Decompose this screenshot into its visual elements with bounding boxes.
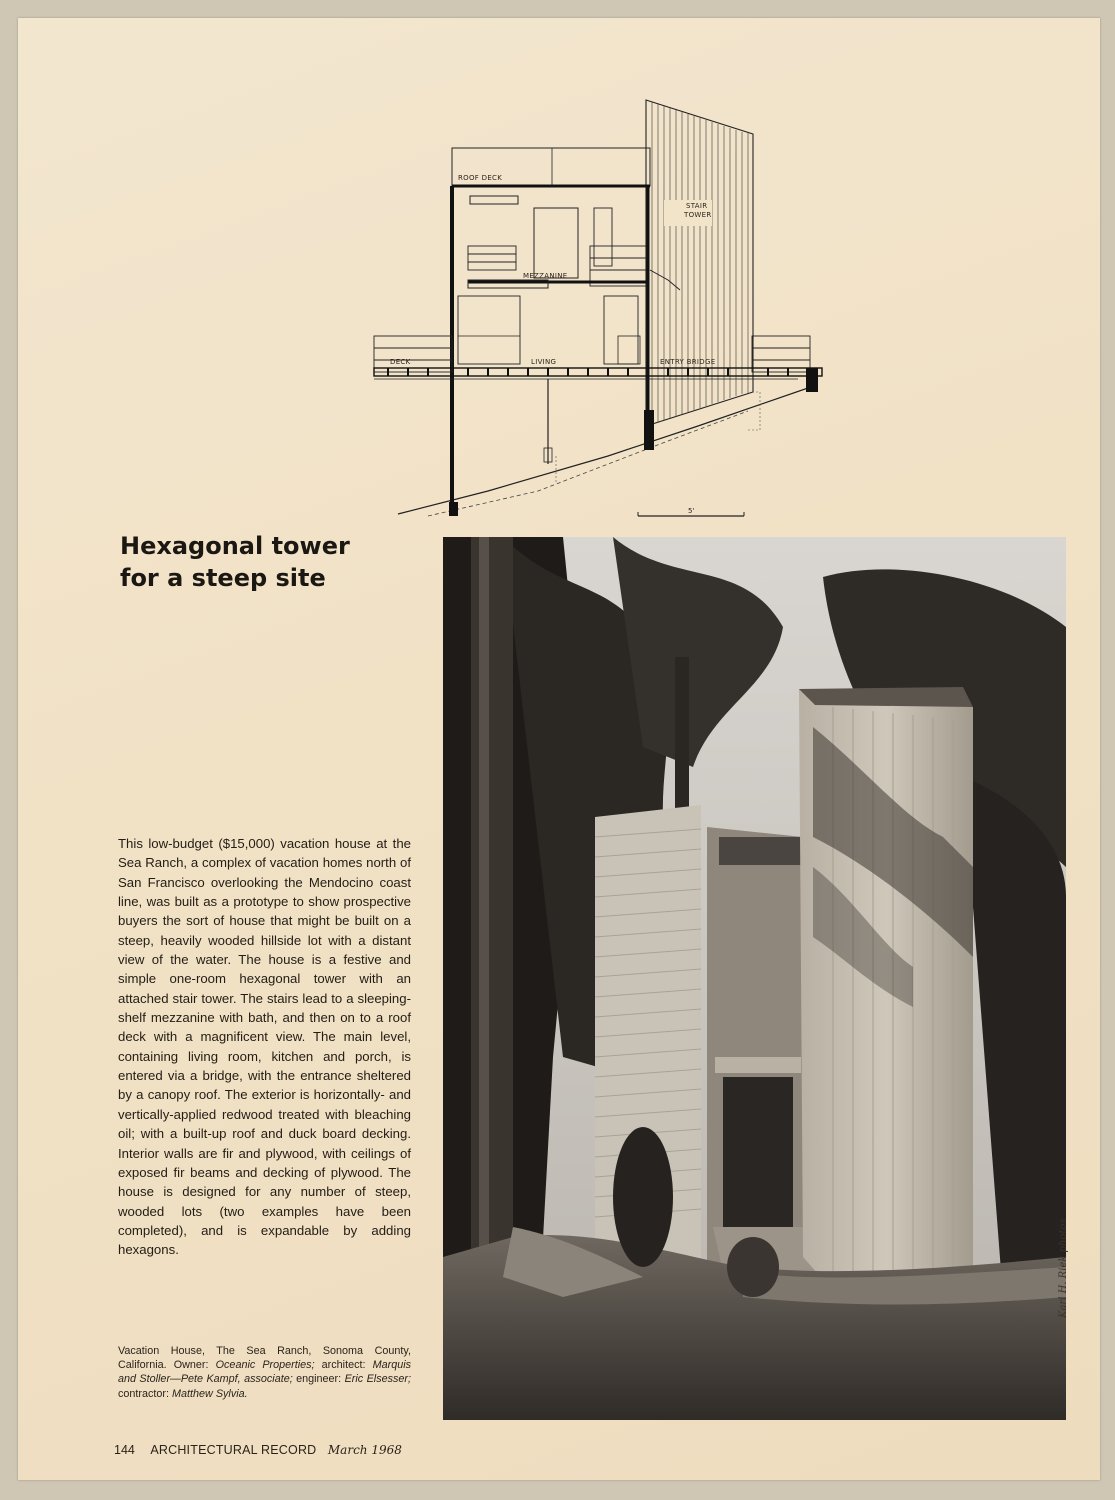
title-line-2: for a steep site: [120, 564, 326, 592]
caption-owner: Oceanic Properties;: [215, 1359, 315, 1372]
caption-engineer: Eric Elsesser;: [344, 1373, 411, 1386]
section-drawing: [368, 96, 828, 526]
project-credits: [118, 1344, 411, 1401]
publication-name: ARCHITECTURAL RECORD: [150, 1443, 317, 1457]
deck-rails: [374, 336, 810, 372]
caption-contractor-label: contractor:: [118, 1387, 170, 1400]
photo-credit: Karl H. Riek photos: [1058, 1218, 1069, 1318]
ground-line: [398, 388, 808, 514]
page-footer: [114, 1443, 402, 1457]
house-photo: [443, 537, 1066, 1420]
magazine-page: [18, 18, 1100, 1480]
label-entry-bridge: ENTRY BRIDGE: [660, 358, 716, 366]
section-drawing-svg: [368, 96, 828, 526]
caption-engineer-label: engineer:: [296, 1373, 342, 1386]
mezz-door: [534, 208, 578, 278]
label-tower: TOWER: [684, 211, 712, 219]
house-photo-art: [443, 537, 1066, 1420]
caption-architect-label: architect:: [321, 1359, 366, 1372]
label-roof-deck: ROOF DECK: [458, 174, 503, 182]
scale-label: 5': [688, 507, 695, 515]
label-deck: DECK: [390, 358, 411, 366]
stair-tower-outline: [646, 100, 753, 426]
article-title: [120, 530, 420, 594]
title-line-1: Hexagonal tower: [120, 532, 350, 560]
issue-date: March 1968: [327, 1443, 402, 1457]
caption-owner-label: Owner:: [173, 1359, 209, 1372]
caption-architect: Marquis and Stoller—Pete Kampf, associate;: [118, 1359, 411, 1386]
label-stair: STAIR: [686, 202, 708, 210]
label-living: LIVING: [531, 358, 557, 366]
article-body: This low-budget ($15,000) vacation house at the Sea Ranch, a complex of vacation homes north of San Francisco overlooking the Mendocino coast line, was built as a prototype to show prospective buyers the sort of house that might be built on a steep, heavily wooded hillside lot with a distant view of the water. The house is a festive and simple one-room hexagonal tower with an attached stair tower. The stairs lead to a sleeping-shelf mezzanine with bath, and then on to a roof deck with a magnificent view. The main level, containing living room, kitchen and porch, is entered via a bridge, with the entrance sheltered by a canopy roof. The exterior is horizontally- and vertically-applied redwood treated with bleaching oil; with a built-up roof and duck board decking. Interior walls are fir and plywood, with ceilings of exposed fir beams and decking of plywood. The house is designed for any number of steep, wooded lots (two examples have been completed), and is expandable by adding hexagons.: [118, 836, 411, 1258]
caption-contractor: Matthew Sylvia.: [172, 1387, 248, 1400]
page-number: 144: [114, 1443, 135, 1457]
label-mezzanine: MEZZANINE: [523, 272, 568, 280]
caption-project: Vacation House, The Sea Ranch, Sonoma County, California.: [118, 1345, 411, 1372]
living-window: [458, 296, 520, 364]
ground-dashed: [428, 411, 748, 516]
